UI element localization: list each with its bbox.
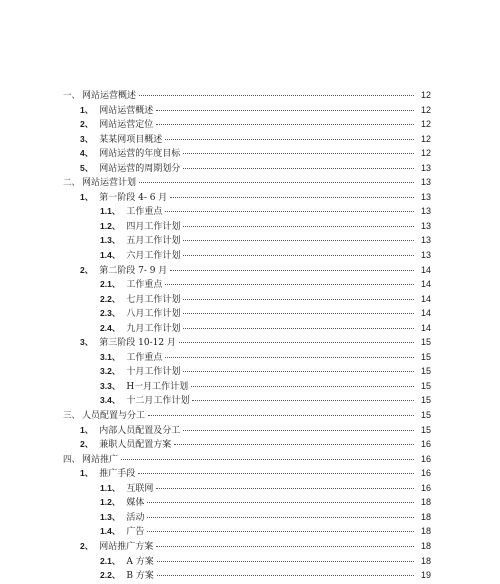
toc-entry-title: 工作重点 xyxy=(126,352,163,363)
toc-entry[interactable] xyxy=(0,103,500,118)
toc-entry-number: 5、 xyxy=(80,162,94,173)
toc-entry-number: 1、 xyxy=(80,104,94,115)
toc-entry-number: 1.3、 xyxy=(100,235,121,246)
toc-entry-page: 19 xyxy=(420,570,431,581)
toc-entry-page: 18 xyxy=(420,540,431,551)
toc-entry-title: A 方案 xyxy=(126,556,154,567)
toc-entry[interactable] xyxy=(0,263,500,278)
dot-leader xyxy=(165,284,414,285)
dot-leader xyxy=(147,502,414,503)
toc-entry-page: 13 xyxy=(420,206,431,217)
toc-entry-title: 网站运营计划 xyxy=(82,178,137,189)
dot-leader xyxy=(183,168,414,169)
dot-leader xyxy=(183,226,414,227)
dot-leader xyxy=(156,124,414,125)
dot-leader xyxy=(157,575,414,576)
toc-entry-number: 3、 xyxy=(80,337,94,348)
toc-entry-number: 2、 xyxy=(80,119,94,130)
toc-entry-title: 十月工作计划 xyxy=(126,367,181,378)
toc-entry-title: 十二月工作计划 xyxy=(126,396,190,407)
dot-leader xyxy=(156,488,414,489)
toc-entry-number: 1.4、 xyxy=(100,526,121,537)
toc-entry-number: 2、 xyxy=(80,264,94,275)
toc-entry-page: 18 xyxy=(420,497,431,508)
toc-entry-number: 4、 xyxy=(80,148,94,159)
toc-entry[interactable] xyxy=(0,321,500,336)
toc-entry-number: 一、 xyxy=(63,90,81,100)
toc-entry-page: 15 xyxy=(420,366,431,377)
toc-entry-title: 工作重点 xyxy=(126,207,163,218)
dot-leader xyxy=(183,299,414,300)
dot-leader xyxy=(121,459,414,460)
toc-entry-title: B 方案 xyxy=(126,571,154,582)
toc-entry-page: 12 xyxy=(420,119,431,130)
toc-entry-number: 1.4、 xyxy=(100,250,121,261)
toc-entry-page: 16 xyxy=(420,453,431,464)
toc-entry-title: 内部人员配置及分工 xyxy=(99,425,181,436)
toc-entry-page: 16 xyxy=(420,468,431,479)
toc-entry-page: 15 xyxy=(420,351,431,362)
toc-entry-page: 15 xyxy=(420,337,431,348)
toc-entry-number: 1、 xyxy=(80,191,94,202)
toc-entry-page: 14 xyxy=(420,308,431,319)
toc-entry[interactable] xyxy=(0,233,500,248)
toc-entry-number: 3.2、 xyxy=(100,366,121,377)
toc-entry-page: 12 xyxy=(420,90,431,100)
dot-leader xyxy=(183,313,414,314)
toc-entry[interactable] xyxy=(0,146,500,161)
toc-entry[interactable] xyxy=(0,466,500,481)
toc-entry-number: 1.2、 xyxy=(100,220,121,231)
toc-entry[interactable] xyxy=(0,175,500,190)
toc-entry-page: 15 xyxy=(420,424,431,435)
toc-entry-page: 13 xyxy=(420,162,431,173)
toc-entry-title: 四月工作计划 xyxy=(126,221,181,232)
toc-entry-page: 13 xyxy=(420,220,431,231)
toc-entry-page: 16 xyxy=(420,482,431,493)
toc-entry[interactable] xyxy=(0,88,500,103)
toc-entry[interactable] xyxy=(0,554,500,569)
toc-entry[interactable] xyxy=(0,277,500,292)
toc-entry-title: 网站运营概述 xyxy=(99,105,154,116)
toc-entry-number: 2.2、 xyxy=(100,293,121,304)
toc-entry-page: 18 xyxy=(420,526,431,537)
dot-leader xyxy=(156,110,414,111)
toc-entry-title: 网站推广 xyxy=(82,454,119,465)
toc-entry-title: 广告 xyxy=(126,527,145,538)
toc-entry-page: 13 xyxy=(420,235,431,246)
toc-entry-page: 14 xyxy=(420,293,431,304)
toc-entry-number: 四、 xyxy=(63,453,81,464)
toc-entry-page: 13 xyxy=(420,191,431,202)
dot-leader xyxy=(148,415,414,416)
toc-entry-page: 12 xyxy=(420,133,431,144)
toc-entry-page: 13 xyxy=(420,250,431,261)
toc-entry-page: 14 xyxy=(420,322,431,333)
dot-leader xyxy=(165,211,414,212)
toc-entry[interactable] xyxy=(0,568,500,583)
toc-entry[interactable] xyxy=(0,510,500,525)
toc-entry[interactable] xyxy=(0,117,500,132)
toc-entry-title: 网站运营概述 xyxy=(82,91,137,101)
toc-entry[interactable] xyxy=(0,495,500,510)
toc-entry-title: 九月工作计划 xyxy=(126,323,181,334)
dot-leader xyxy=(147,531,414,532)
toc-entry[interactable] xyxy=(0,364,500,379)
toc-entry[interactable] xyxy=(0,132,500,147)
dot-leader xyxy=(157,561,414,562)
toc-entry-number: 3.3、 xyxy=(100,380,121,391)
toc-entry-number: 1.1、 xyxy=(100,482,121,493)
dot-leader xyxy=(183,153,414,154)
toc-entry[interactable] xyxy=(0,481,500,496)
toc-entry-title: 第一阶段 4- 6 月 xyxy=(99,192,168,203)
toc-entry-page: 15 xyxy=(420,410,431,421)
dot-leader xyxy=(139,182,414,183)
toc-entry-page: 18 xyxy=(420,555,431,566)
toc-entry[interactable] xyxy=(0,306,500,321)
dot-leader xyxy=(183,371,414,372)
toc-entry[interactable] xyxy=(0,204,500,219)
dot-leader xyxy=(183,430,414,431)
toc-entry[interactable] xyxy=(0,423,500,438)
toc-entry-title: 网站推广方案 xyxy=(99,541,154,552)
toc-entry-number: 1.1、 xyxy=(100,206,121,217)
dot-leader xyxy=(170,270,414,271)
toc-entry-title: 媒体 xyxy=(126,498,145,509)
toc-entry-number: 2、 xyxy=(80,439,94,450)
toc-entry-number: 三、 xyxy=(63,410,81,421)
dot-leader xyxy=(174,444,414,445)
toc-entry-title: 网站运营的周期划分 xyxy=(99,163,181,174)
toc-entry-number: 二、 xyxy=(63,177,81,188)
toc-entry[interactable] xyxy=(0,219,500,234)
toc-entry-title: 人员配置与分工 xyxy=(82,411,146,422)
toc-entry-page: 13 xyxy=(420,177,431,188)
toc-entry[interactable] xyxy=(0,292,500,307)
toc-entry[interactable] xyxy=(0,379,500,394)
toc-entry-title: 六月工作计划 xyxy=(126,251,181,262)
toc-entry[interactable] xyxy=(0,161,500,176)
toc-entry[interactable] xyxy=(0,524,500,539)
table-of-contents xyxy=(0,88,500,583)
toc-entry-title: 五月工作计划 xyxy=(126,236,181,247)
toc-entry-page: 12 xyxy=(420,148,431,159)
toc-entry-title: 七月工作计划 xyxy=(126,294,181,305)
dot-leader xyxy=(179,342,414,343)
toc-entry-number: 1.3、 xyxy=(100,511,121,522)
toc-entry-page: 16 xyxy=(420,439,431,450)
toc-entry[interactable] xyxy=(0,190,500,205)
toc-entry-number: 2.1、 xyxy=(100,279,121,290)
toc-entry-title: 活动 xyxy=(126,512,145,523)
dot-leader xyxy=(156,546,414,547)
dot-leader xyxy=(183,240,414,241)
toc-entry[interactable] xyxy=(0,350,500,365)
toc-entry-title: 某某网项目概述 xyxy=(99,134,163,145)
toc-entry-number: 2.4、 xyxy=(100,322,121,333)
dot-leader xyxy=(191,386,414,387)
toc-entry-page: 14 xyxy=(420,264,431,275)
toc-entry-number: 1、 xyxy=(80,424,94,435)
dot-leader xyxy=(165,357,414,358)
toc-entry[interactable] xyxy=(0,335,500,350)
dot-leader xyxy=(170,197,414,198)
toc-entry-title: H一月工作计划 xyxy=(126,381,189,392)
dot-leader xyxy=(183,328,414,329)
toc-entry[interactable] xyxy=(0,393,500,408)
toc-entry-title: 推广手段 xyxy=(99,469,136,480)
dot-leader xyxy=(183,255,414,256)
toc-entry-number: 3.4、 xyxy=(100,395,121,406)
toc-entry-page: 18 xyxy=(420,511,431,522)
toc-entry[interactable] xyxy=(0,408,500,423)
toc-entry[interactable] xyxy=(0,452,500,467)
toc-entry-number: 3、 xyxy=(80,133,94,144)
toc-entry-page: 12 xyxy=(420,104,431,115)
toc-entry[interactable] xyxy=(0,437,500,452)
toc-entry-page: 15 xyxy=(420,395,431,406)
toc-entry-title: 互联网 xyxy=(126,483,154,494)
dot-leader xyxy=(147,517,414,518)
toc-entry-title: 网站运营的年度目标 xyxy=(99,149,181,160)
dot-leader xyxy=(138,473,414,474)
toc-entry[interactable] xyxy=(0,539,500,554)
toc-entry-title: 工作重点 xyxy=(126,280,163,291)
toc-entry-title: 第二阶段 7- 9 月 xyxy=(99,265,168,276)
toc-entry-number: 2.3、 xyxy=(100,308,121,319)
toc-entry[interactable] xyxy=(0,248,500,263)
toc-entry-title: 兼职人员配置方案 xyxy=(99,440,172,451)
toc-entry-title: 网站运营定位 xyxy=(99,120,154,131)
dot-leader xyxy=(192,400,414,401)
toc-entry-number: 3.1、 xyxy=(100,351,121,362)
toc-entry-page: 14 xyxy=(420,279,431,290)
dot-leader xyxy=(165,139,414,140)
toc-entry-number: 2、 xyxy=(80,540,94,551)
toc-entry-number: 1、 xyxy=(80,468,94,479)
toc-entry-number: 2.2、 xyxy=(100,570,121,581)
toc-entry-number: 1.2、 xyxy=(100,497,121,508)
toc-entry-title: 第三阶段 10-12 月 xyxy=(99,338,176,349)
dot-leader xyxy=(139,95,414,96)
toc-entry-title: 八月工作计划 xyxy=(126,309,181,320)
toc-entry-page: 15 xyxy=(420,380,431,391)
toc-entry-number: 2.1、 xyxy=(100,555,121,566)
